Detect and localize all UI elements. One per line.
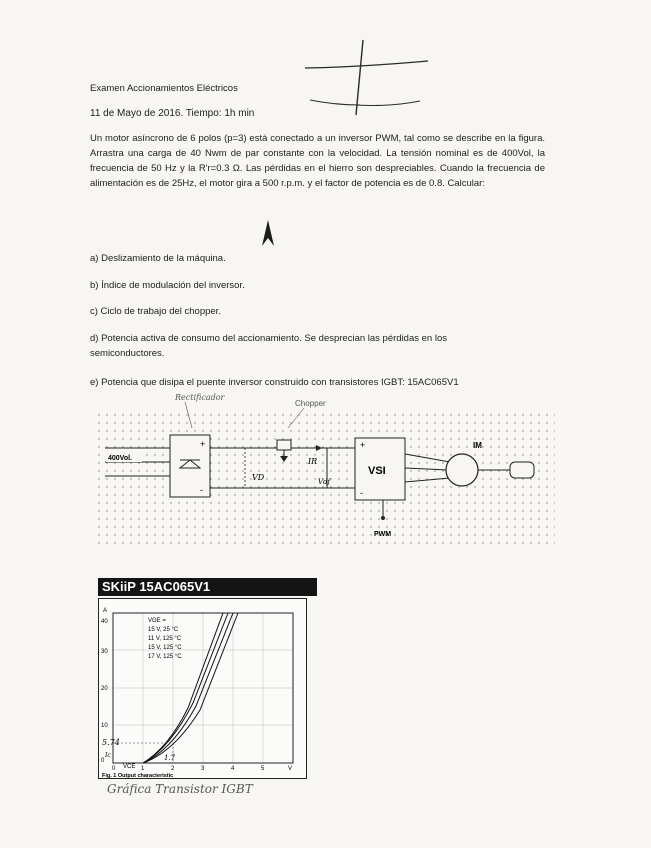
pwm-label: PWM: [374, 531, 392, 538]
x-tick-5: 5: [261, 766, 265, 772]
y-tick-0: 0: [101, 758, 105, 764]
chopper-switch: [277, 440, 291, 450]
mechanical-load: [510, 462, 534, 478]
handwritten-x-value: 1.7: [164, 754, 176, 762]
fig-caption: Fig. 1 Output characteristic: [102, 773, 174, 779]
x-axis-symbol: VCE: [123, 764, 136, 770]
rectifier-plus: +: [200, 439, 206, 449]
svg-text:VGE =: VGE =: [148, 618, 166, 624]
y-tick-20: 20: [101, 686, 108, 692]
x-tick-0: 0: [112, 766, 116, 772]
handwritten-caption: Gráfica Transistor IGBT: [107, 782, 253, 796]
vsi-plus: +: [360, 440, 366, 450]
rectifier-note: Rectificador: [175, 393, 225, 402]
question-b: b) Índice de modulación del inversor.: [90, 280, 245, 291]
svg-text:15 V, 25 °C: 15 V, 25 °C: [148, 627, 179, 633]
vdf-label: Vdf: [318, 478, 331, 486]
ir-label: IR: [308, 457, 318, 466]
problem-statement: Un motor asíncrono de 6 polos (p=3) está conectado a un inversor PWM, tal como se describe en la figura. Arrastra una carga de 40 Nwm de par constante con la velocidad. La tensión nominal es de 400Vol, la frecuencia de 50 Hz y la R'r=0.3 Ω. Las pérdidas en el hierro son despreciables. Cuando la frecuencia de alimentación es de 25Hz, el motor gira a 500 r.p.m. y el factor de potencia es de 0.8. Calcular:: [90, 133, 545, 189]
x-tick-4: 4: [231, 766, 235, 772]
x-tick-2: 2: [171, 766, 175, 772]
y-tick-10: 10: [101, 723, 108, 729]
svg-text:11 V, 125 °C: 11 V, 125 °C: [148, 636, 182, 642]
question-a: a) Deslizamiento de la máquina.: [90, 253, 226, 264]
exam-date: 11 de Mayo de 2016. Tiempo: 1h min: [90, 108, 255, 119]
im-label: IM: [473, 441, 482, 450]
datasheet-header: SKiiP 15AC065V1: [98, 578, 317, 596]
source-voltage-label: 400Vol.: [108, 455, 132, 462]
x-unit: V: [288, 766, 293, 772]
x-tick-1: 1: [141, 766, 145, 772]
question-c: c) Ciclo de trabajo del chopper.: [90, 306, 221, 317]
rectifier-minus: -: [200, 485, 203, 495]
x-tick-3: 3: [201, 766, 205, 772]
question-d: d) Potencia activa de consumo del accionamiento. Se desprecian las pérdidas en los semiconductores.: [90, 333, 447, 359]
chopper-note: Chopper: [295, 399, 326, 408]
circuit-diagram: [90, 390, 560, 550]
svg-text:17 V, 125 °C: 17 V, 125 °C: [148, 654, 182, 660]
handwritten-y-value: 5.74: [102, 738, 120, 747]
signature-scribble: [300, 35, 430, 120]
y-tick-40: 40: [101, 619, 108, 625]
vsi-label: VSI: [368, 465, 386, 477]
svg-text:15 V, 125 °C: 15 V, 125 °C: [148, 645, 182, 651]
igbt-output-chart: [98, 598, 308, 780]
vd-label: VD: [252, 473, 265, 482]
exam-title: Examen Accionamientos Eléctricos: [90, 83, 238, 94]
vsi-minus: -: [360, 488, 363, 498]
question-e: e) Potencia que disipa el puente inversor construido con transistores IGBT: 15AC065V1: [90, 377, 459, 388]
induction-motor: [446, 454, 478, 486]
y-unit: A: [103, 608, 108, 614]
pen-arrow-mark: [258, 218, 278, 250]
y-axis-symbol: Ic: [105, 752, 111, 759]
y-tick-30: 30: [101, 649, 108, 655]
